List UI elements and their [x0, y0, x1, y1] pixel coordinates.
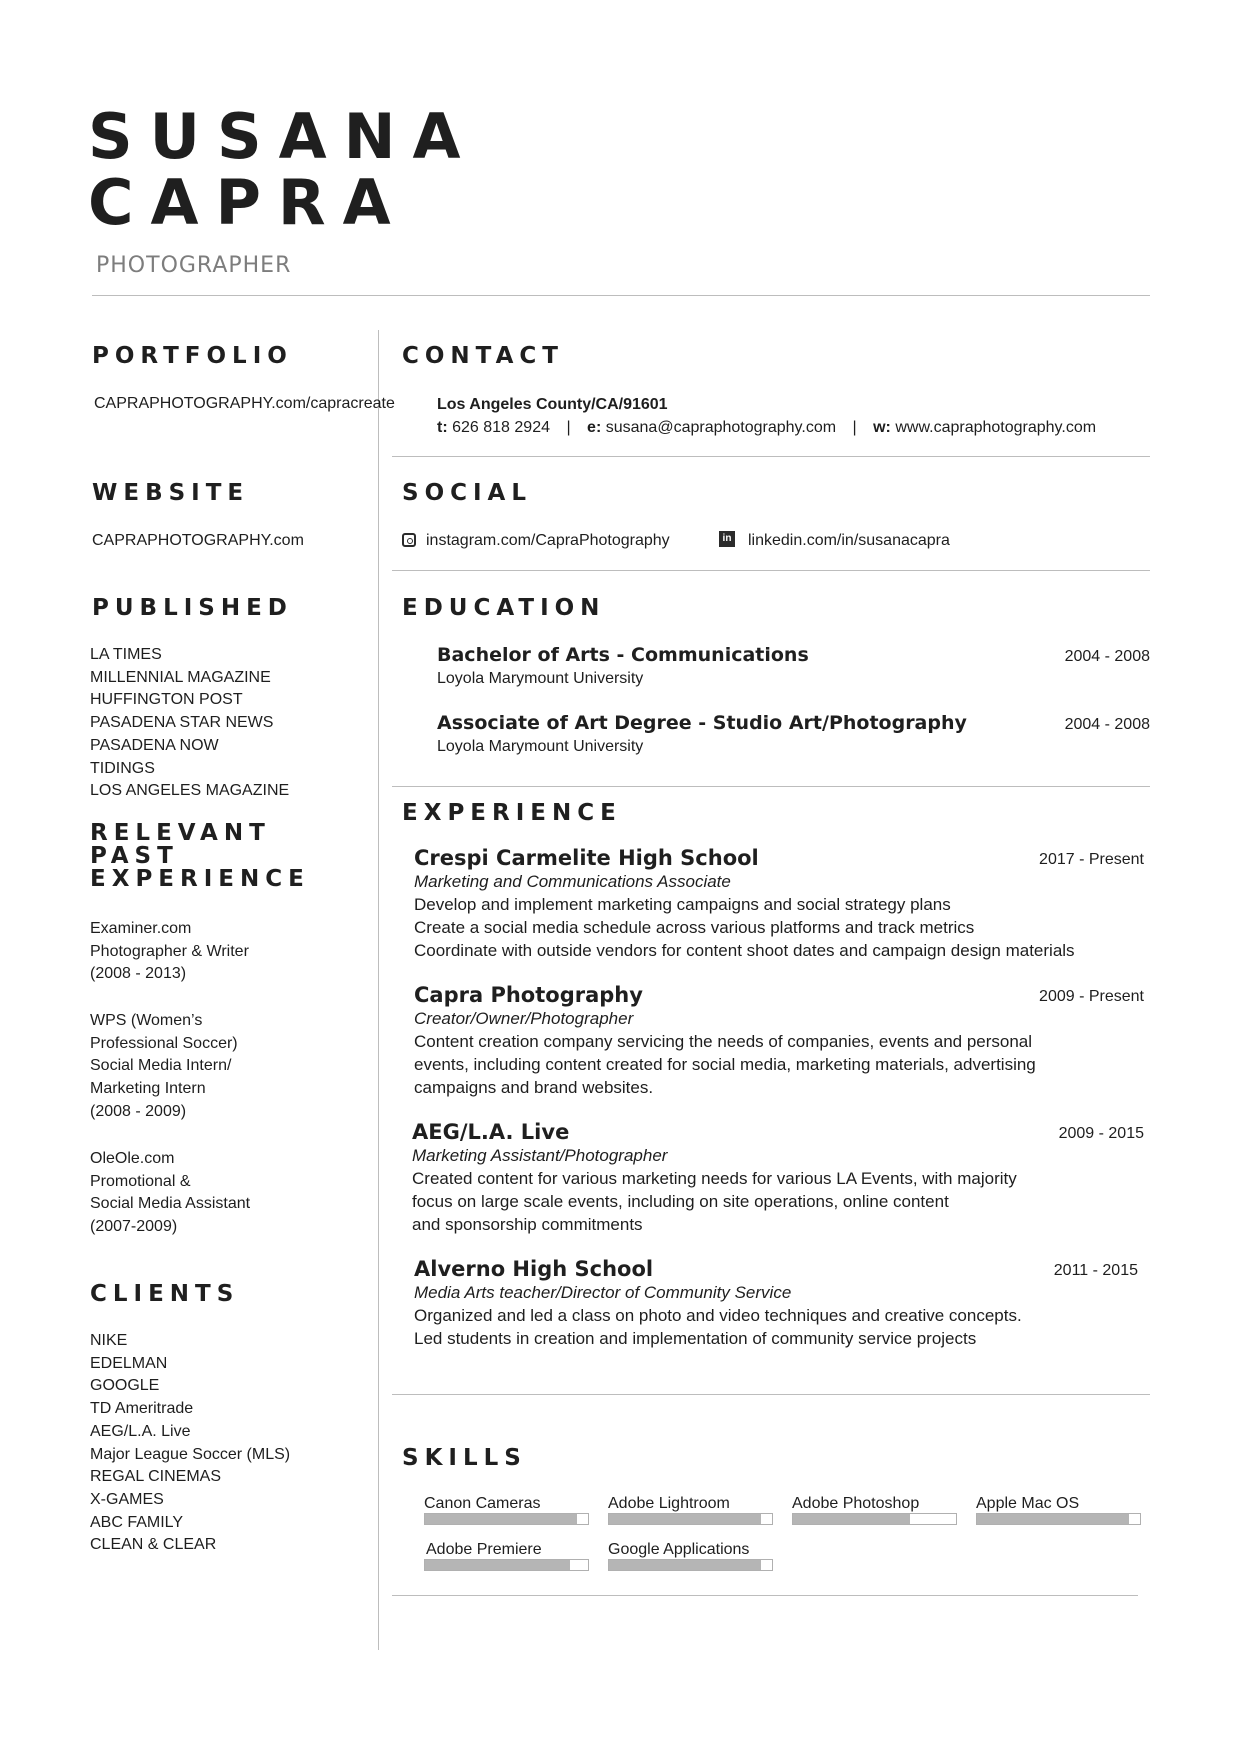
relevant-heading-line: RELEVANT — [90, 820, 271, 846]
degree: Associate of Art Degree - Studio Art/Photography — [437, 712, 967, 734]
job-role: Marketing and Communications Associate — [414, 872, 731, 891]
relevant-heading-line: PAST — [90, 843, 179, 869]
relevant-heading — [90, 822, 310, 891]
list-item: Major League Soccer (MLS) — [90, 1445, 291, 1463]
job-entry — [414, 846, 1154, 962]
skill-name: Apple Mac OS — [976, 1495, 1080, 1512]
skill-name: Adobe Premiere — [426, 1541, 542, 1558]
entry-line: WPS (Women’s — [90, 1012, 203, 1029]
entry-line: Examiner.com — [90, 920, 192, 937]
description-line: Created content for various marketing needs for various LA Events, with majority — [412, 1169, 1017, 1188]
job-role: Marketing Assistant/Photographer — [412, 1146, 668, 1165]
contact-divider — [392, 456, 1150, 457]
skill-item — [424, 1495, 589, 1535]
website-link[interactable]: CAPRAPHOTOGRAPHY.com — [92, 532, 304, 549]
list-item: CLEAN & CLEAR — [90, 1536, 217, 1554]
skill-name: Google Applications — [608, 1541, 750, 1558]
skill-bar-fill — [609, 1560, 761, 1570]
company: Alverno High School — [414, 1257, 654, 1281]
phone[interactable]: 626 818 2924 — [452, 419, 550, 436]
job-dates: 2009 - 2015 — [1058, 1125, 1144, 1142]
portfolio-heading: PORTFOLIO — [92, 343, 293, 369]
list-item: MILLENNIAL MAGAZINE — [90, 668, 271, 686]
list-item: EDELMAN — [90, 1354, 168, 1372]
skill-bar — [976, 1513, 1141, 1525]
portfolio-link[interactable]: CAPRAPHOTOGRAPHY.com/capracreate — [94, 395, 395, 412]
skill-bar-fill — [977, 1514, 1129, 1524]
skills-heading: SKILLS — [402, 1445, 527, 1471]
skill-item — [424, 1541, 589, 1581]
description-line: Develop and implement marketing campaigns and social strategy plans — [414, 895, 951, 914]
relevant-entry — [90, 918, 249, 986]
skill-name: Adobe Lightroom — [608, 1495, 730, 1512]
contact-line — [437, 419, 1096, 437]
skill-name: Adobe Photoshop — [792, 1495, 920, 1512]
skill-bar — [792, 1513, 957, 1525]
clients-list — [90, 1330, 290, 1557]
list-item: PASADENA STAR NEWS — [90, 714, 274, 732]
company: Crespi Carmelite High School — [414, 846, 759, 870]
job-entry — [412, 1120, 1152, 1236]
entry-line: Photographer & Writer — [90, 942, 249, 960]
list-item: TIDINGS — [90, 759, 155, 777]
skill-bar-fill — [425, 1514, 577, 1524]
job-dates: 2011 - 2015 — [1053, 1262, 1138, 1279]
description-line: Coordinate with outside vendors for content shoot dates and campaign design materials — [414, 941, 1075, 960]
published-heading: PUBLISHED — [92, 595, 293, 621]
description-line: and sponsorship commitments — [412, 1215, 643, 1234]
school: Loyola Marymount University — [437, 670, 644, 687]
job-entry — [414, 983, 1154, 1099]
entry-line: (2008 - 2013) — [90, 965, 187, 983]
contact-heading: CONTACT — [402, 343, 564, 369]
list-item: X-GAMES — [90, 1490, 164, 1508]
entry-line: Marketing Intern — [90, 1080, 206, 1098]
job-role: Creator/Owner/Photographer — [414, 1009, 634, 1028]
entry-line: Professional Soccer) — [90, 1034, 238, 1052]
list-item: PASADENA NOW — [90, 736, 219, 754]
skill-item — [608, 1541, 773, 1581]
education-divider — [392, 786, 1150, 787]
list-item: GOOGLE — [90, 1377, 160, 1395]
list-item: REGAL CINEMAS — [90, 1468, 221, 1486]
phone-label: t: — [437, 419, 448, 436]
job-dates: 2017 - Present — [1039, 851, 1144, 868]
relevant-entry — [90, 1010, 238, 1124]
email-label: e: — [587, 419, 602, 436]
skills-divider — [392, 1595, 1138, 1596]
degree: Bachelor of Arts - Communications — [437, 644, 809, 666]
skill-bar — [424, 1559, 589, 1571]
list-item: NIKE — [90, 1332, 128, 1349]
company: Capra Photography — [414, 983, 643, 1007]
education-dates: 2004 - 2008 — [1064, 716, 1150, 733]
description-line: Organized and led a class on photo and video techniques and creative concepts. — [414, 1306, 1022, 1325]
entry-line: Social Media Assistant — [90, 1195, 251, 1213]
header-divider — [92, 295, 1150, 296]
list-item: AEG/L.A. Live — [90, 1422, 191, 1440]
description-line: campaigns and brand websites. — [414, 1078, 654, 1097]
entry-line: (2008 - 2009) — [90, 1102, 187, 1120]
skill-bar-fill — [793, 1514, 910, 1524]
first-name: SUSANA — [88, 100, 478, 173]
company: AEG/L.A. Live — [412, 1120, 570, 1144]
job-entry — [414, 1257, 1154, 1350]
job-dates: 2009 - Present — [1039, 988, 1144, 1005]
job-description — [414, 893, 1154, 962]
web-label: w: — [873, 419, 891, 436]
skill-item — [976, 1495, 1141, 1535]
skill-bar-fill — [609, 1514, 761, 1524]
separator: | — [566, 419, 571, 436]
school: Loyola Marymount University — [437, 738, 644, 755]
job-role: Media Arts teacher/Director of Community Service — [414, 1283, 792, 1302]
skill-item — [792, 1495, 957, 1535]
email-link[interactable]: susana@capraphotography.com — [605, 419, 837, 436]
list-item: ABC FAMILY — [90, 1513, 184, 1531]
social-divider — [392, 570, 1150, 571]
job-description — [412, 1167, 1152, 1236]
job-description — [414, 1304, 1154, 1350]
instagram-link[interactable]: instagram.com/CapraPhotography — [426, 532, 670, 549]
entry-line: (2007-2009) — [90, 1218, 178, 1236]
social-heading: SOCIAL — [402, 480, 533, 506]
list-item: TD Ameritrade — [90, 1400, 194, 1418]
last-name: CAPRA — [88, 166, 408, 239]
education-heading: EDUCATION — [402, 595, 606, 621]
skill-bar — [424, 1513, 589, 1525]
list-item: LOS ANGELES MAGAZINE — [90, 782, 290, 800]
description-line: events, including content created for social media, marketing materials, advertising — [414, 1055, 1036, 1074]
skill-item — [608, 1495, 773, 1535]
skill-bar — [608, 1559, 773, 1571]
entry-line: OleOle.com — [90, 1150, 175, 1167]
clients-heading: CLIENTS — [90, 1281, 240, 1307]
instagram-icon — [402, 533, 416, 547]
description-line: Content creation company servicing the needs of companies, events and personal — [414, 1032, 1033, 1051]
job-description — [414, 1030, 1154, 1099]
website-heading: WEBSITE — [92, 480, 250, 506]
skill-bar-fill — [425, 1560, 570, 1570]
relevant-heading-line: EXPERIENCE — [90, 866, 310, 892]
relevant-entry — [90, 1148, 250, 1239]
job-title: PHOTOGRAPHER — [96, 253, 292, 278]
linkedin-link[interactable]: linkedin.com/in/susanacapra — [748, 532, 950, 549]
education-dates: 2004 - 2008 — [1064, 648, 1150, 665]
description-line: focus on large scale events, including on site operations, online content — [412, 1192, 949, 1211]
linkedin-icon: in — [719, 531, 735, 547]
description-line: Led students in creation and implementation of community service projects — [414, 1329, 977, 1348]
list-item: HUFFINGTON POST — [90, 691, 243, 709]
experience-divider — [392, 1394, 1150, 1395]
description-line: Create a social media schedule across various platforms and track metrics — [414, 918, 975, 937]
contact-address: Los Angeles County/CA/91601 — [437, 396, 668, 413]
published-list — [90, 644, 289, 803]
experience-heading: EXPERIENCE — [402, 800, 622, 826]
skill-bar — [608, 1513, 773, 1525]
list-item: LA TIMES — [90, 646, 162, 663]
web-link[interactable]: www.capraphotography.com — [895, 419, 1097, 436]
skill-name: Canon Cameras — [424, 1495, 541, 1512]
column-divider — [378, 330, 379, 1650]
entry-line: Promotional & — [90, 1172, 191, 1190]
separator: | — [852, 419, 857, 436]
entry-line: Social Media Intern/ — [90, 1057, 232, 1075]
